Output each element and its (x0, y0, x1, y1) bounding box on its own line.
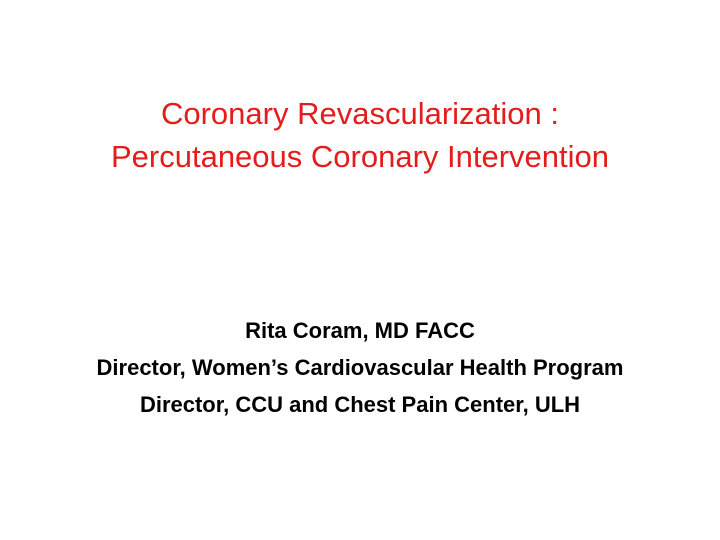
title-line-1: Coronary Revascularization : (160, 96, 559, 131)
slide-title (20, 92, 700, 178)
presenter-role-2: Director, CCU and Chest Pain Center, ULH (139, 392, 581, 417)
title-line-2: Percutaneous Coronary Intervention (110, 139, 609, 174)
presenter-role-1: Director, Women’s Cardiovascular Health Program (96, 355, 624, 380)
presenter-info (10, 312, 710, 423)
presenter-name: Rita Coram, MD FACC (245, 318, 475, 343)
